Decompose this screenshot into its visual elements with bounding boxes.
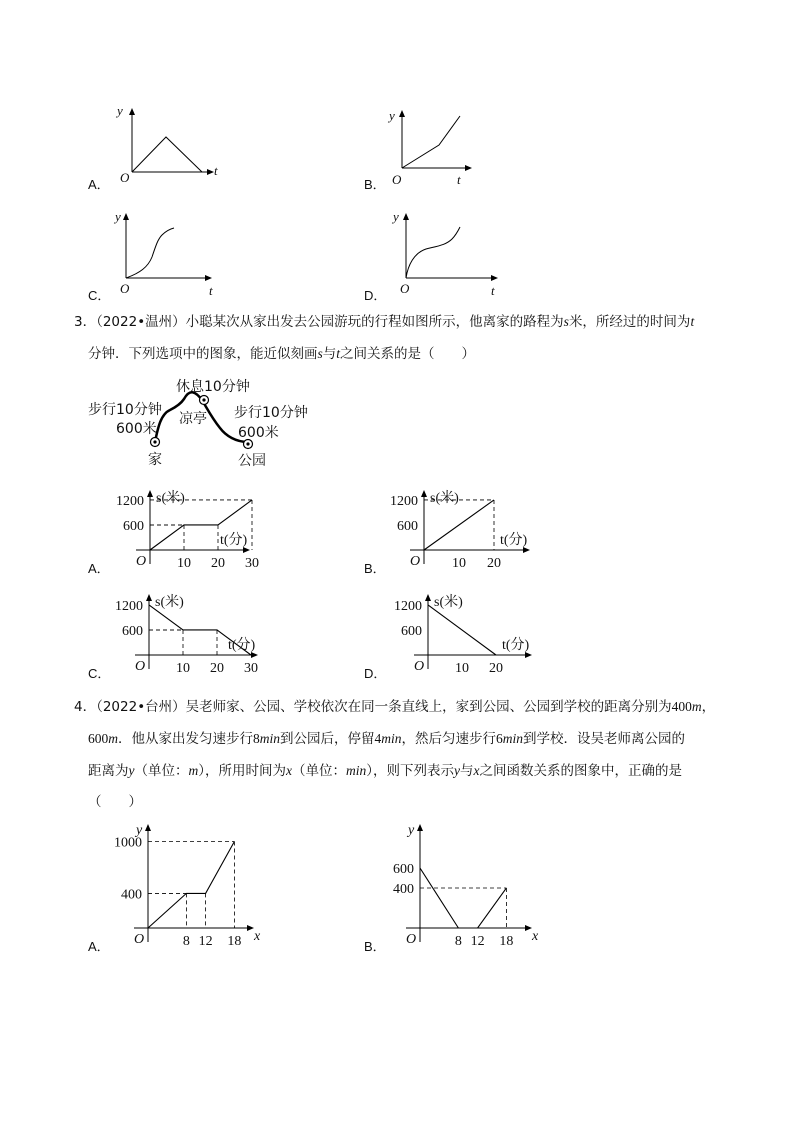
var-t: t <box>690 314 695 329</box>
x-axis-label: t <box>491 283 495 298</box>
q3-stem <box>74 306 724 370</box>
option-letter: A． <box>88 177 110 192</box>
var-t: t <box>336 346 341 361</box>
origin-label: O <box>400 281 410 296</box>
option-letter: D． <box>364 666 387 681</box>
origin-label: O <box>392 172 402 187</box>
pavilion-marker <box>200 396 209 405</box>
q4-option-b[interactable] <box>364 818 564 958</box>
answer-blank: 之间关系的是（ ） <box>340 346 476 362</box>
y-tick-label: 600 <box>401 623 422 639</box>
y-axis-arrow <box>421 490 427 497</box>
q2-graph-a <box>88 100 228 192</box>
y-axis-title: s(米) <box>434 595 463 610</box>
origin-label: O <box>413 659 425 674</box>
q3-text: 与 <box>322 346 337 362</box>
y-axis-arrow <box>147 490 153 497</box>
data-line <box>424 500 494 550</box>
question-source: （2022•台州） <box>96 699 186 715</box>
answer-blank: （ ） <box>88 794 142 810</box>
q4-text: 到公园后，停留 <box>280 731 375 747</box>
x-axis-title: t(分) <box>502 638 530 653</box>
origin-label: O <box>133 932 145 947</box>
unit-m: m <box>691 699 702 714</box>
q4-stem <box>74 691 734 818</box>
q3-route-diagram <box>86 372 316 472</box>
value-4: 4 <box>374 731 382 746</box>
x-axis-label: t <box>457 172 461 187</box>
question-number: 3． <box>74 314 97 330</box>
value-6: 6 <box>496 731 503 746</box>
y-axis-title: y <box>136 823 143 838</box>
x-tick-label: 10 <box>455 661 469 676</box>
x-tick-label: 20 <box>211 556 225 571</box>
q4-line-4 <box>74 787 734 818</box>
q2-option-a[interactable] <box>88 100 228 192</box>
q3-graph-a <box>88 484 288 578</box>
unit-min: min <box>346 763 367 778</box>
var-y: y <box>128 763 135 778</box>
route-pavilion: 凉亭 <box>179 411 207 427</box>
unit-m: m <box>188 763 199 778</box>
y-axis-title: s(米) <box>155 595 184 610</box>
q2-option-b[interactable] <box>364 100 504 192</box>
option-letter: D． <box>364 288 387 303</box>
y-tick-label: 1200 <box>115 598 143 614</box>
y-axis-arrow <box>146 594 152 601</box>
q4-option-a[interactable] <box>88 818 288 958</box>
x-axis-label: t <box>209 283 213 298</box>
y-tick-label: 400 <box>393 882 414 897</box>
q4-text: （单位： <box>292 763 346 779</box>
y-axis-title: s(米) <box>430 491 459 506</box>
x-tick-label: 10 <box>452 556 466 571</box>
var-y: y <box>454 763 460 778</box>
x-tick-label: 20 <box>210 661 224 676</box>
y-tick-label: 1200 <box>116 493 144 509</box>
y-tick-label: 1200 <box>390 493 418 509</box>
x-tick-label: 8 <box>454 934 462 949</box>
x-axis-title: t(分) <box>228 638 256 653</box>
y-axis-arrow <box>145 824 151 831</box>
question-number: 4． <box>74 699 97 715</box>
x-tick-label: 30 <box>245 556 259 571</box>
q3-text: 米，所经过的时间为 <box>568 314 691 330</box>
x-tick-label: 20 <box>489 661 503 676</box>
x-tick-label: 12 <box>198 934 213 949</box>
route-park: 公园 <box>238 453 266 469</box>
q3-graph-b <box>364 484 564 578</box>
y-tick-label: 1000 <box>114 835 142 851</box>
var-s: s <box>317 346 323 361</box>
var-x: x <box>473 763 480 778</box>
option-letter: C． <box>88 666 111 681</box>
q2-option-d[interactable] <box>364 205 514 301</box>
unit-min: min <box>502 731 523 746</box>
option-letter: A． <box>88 561 110 576</box>
q4-line-3 <box>74 755 734 787</box>
route-right-distance: 600米 <box>238 425 279 441</box>
question-source: （2022•温州） <box>96 314 186 330</box>
origin-label: O <box>135 554 147 569</box>
option-letter: B． <box>364 939 386 954</box>
var-s: s <box>563 314 569 329</box>
x-axis-title: t(分) <box>500 533 528 548</box>
q4-text: ），所用时间为 <box>198 763 286 779</box>
q2-graph-d <box>364 205 514 301</box>
y-tick-label: 600 <box>393 862 414 877</box>
option-letter: B． <box>364 177 386 192</box>
q4-text: 与 <box>460 763 474 779</box>
q3-option-a[interactable] <box>88 484 288 578</box>
origin-label: O <box>120 281 130 296</box>
x-tick-label: 18 <box>227 934 242 949</box>
y-tick-label: 600 <box>397 518 418 534</box>
route-home: 家 <box>148 452 162 468</box>
unit-min: min <box>381 731 402 746</box>
x-axis-title: x <box>254 929 261 944</box>
q4-text: 之间函数关系的图象中，正确的是 <box>479 763 682 779</box>
origin-label: O <box>134 659 146 674</box>
route-left-time: 步行10分钟 <box>88 402 162 418</box>
option-letter: B． <box>364 561 386 576</box>
x-tick-label: 12 <box>470 934 485 949</box>
y-axis-label: y <box>117 103 123 118</box>
q4-line-2 <box>74 723 734 755</box>
y-axis-arrow <box>425 594 431 601</box>
x-tick-label: 10 <box>176 661 190 676</box>
y-tick-label: 1200 <box>394 598 422 614</box>
y-axis-label: y <box>389 108 395 123</box>
x-tick-label: 18 <box>499 934 514 949</box>
unit-m: m <box>108 731 118 746</box>
q4-text: 吴老师家、公园、学校依次在同一条直线上，家到公园、公园到学校的距离分别为 <box>185 699 672 715</box>
q3-option-d[interactable] <box>364 588 564 682</box>
x-tick-label: 8 <box>182 934 190 949</box>
x-axis-title: x <box>532 929 539 944</box>
q4-graph-b <box>364 818 564 958</box>
y-axis-arrow <box>417 824 423 831</box>
q4-text: ， <box>701 699 716 715</box>
q4-text: （单位： <box>134 763 189 779</box>
x-axis-arrow <box>525 925 532 931</box>
q4-text: ．他从家出发匀速步行 <box>118 731 253 747</box>
route-left-distance: 600米 <box>116 421 157 437</box>
y-axis-label: y <box>393 209 399 224</box>
q3-option-c[interactable] <box>88 588 288 682</box>
q3-text: 小聪某次从家出发去公园游玩的行程如图所示，他离家的路程为 <box>185 314 564 330</box>
q3-text: 分钟．下列选项中的图象，能近似刻画 <box>88 346 318 362</box>
q4-text: ），则下列表示 <box>366 763 454 779</box>
q4-graph-a <box>88 818 288 958</box>
q3-option-b[interactable] <box>364 484 564 578</box>
q2-graph-b <box>364 100 504 192</box>
value-400: 400 <box>671 699 692 714</box>
q4-text: 到学校．设吴老师离公园的 <box>523 731 685 747</box>
x-axis-label: t <box>214 163 218 178</box>
y-tick-label: 400 <box>121 887 142 903</box>
x-tick-label: 10 <box>177 556 191 571</box>
unit-min: min <box>259 731 280 746</box>
q3-line-2 <box>74 338 724 370</box>
q2-graph-c <box>88 205 228 301</box>
value-600: 600 <box>88 731 109 746</box>
q3-graph-c <box>88 588 288 682</box>
origin-label: O <box>120 170 130 185</box>
value-8: 8 <box>253 731 260 746</box>
route-rest: 休息10分钟 <box>176 379 250 395</box>
y-tick-label: 600 <box>123 518 144 534</box>
q4-text: 距离为 <box>88 763 129 779</box>
q4-line-1 <box>74 691 734 723</box>
q3-graph-d <box>364 588 564 682</box>
q4-text: ，然后匀速步行 <box>401 731 496 747</box>
y-axis-title: y <box>408 823 415 838</box>
origin-label: O <box>409 554 421 569</box>
x-axis-title: t(分) <box>220 533 248 548</box>
data-line <box>148 842 234 929</box>
y-axis-title: s(米) <box>156 491 185 506</box>
option-letter: A． <box>88 939 110 954</box>
var-x: x <box>286 763 292 778</box>
option-letter: C． <box>88 288 111 303</box>
route-right-time: 步行10分钟 <box>234 405 308 421</box>
data-line <box>428 605 496 655</box>
q2-option-c[interactable] <box>88 205 228 301</box>
y-axis-label: y <box>115 209 121 224</box>
x-tick-label: 20 <box>487 556 501 571</box>
q3-line-1 <box>74 306 724 338</box>
x-axis-arrow <box>247 925 254 931</box>
origin-label: O <box>405 932 417 947</box>
home-marker <box>151 438 160 447</box>
data-line <box>420 868 506 928</box>
x-tick-label: 30 <box>244 661 258 676</box>
y-tick-label: 600 <box>122 623 143 639</box>
